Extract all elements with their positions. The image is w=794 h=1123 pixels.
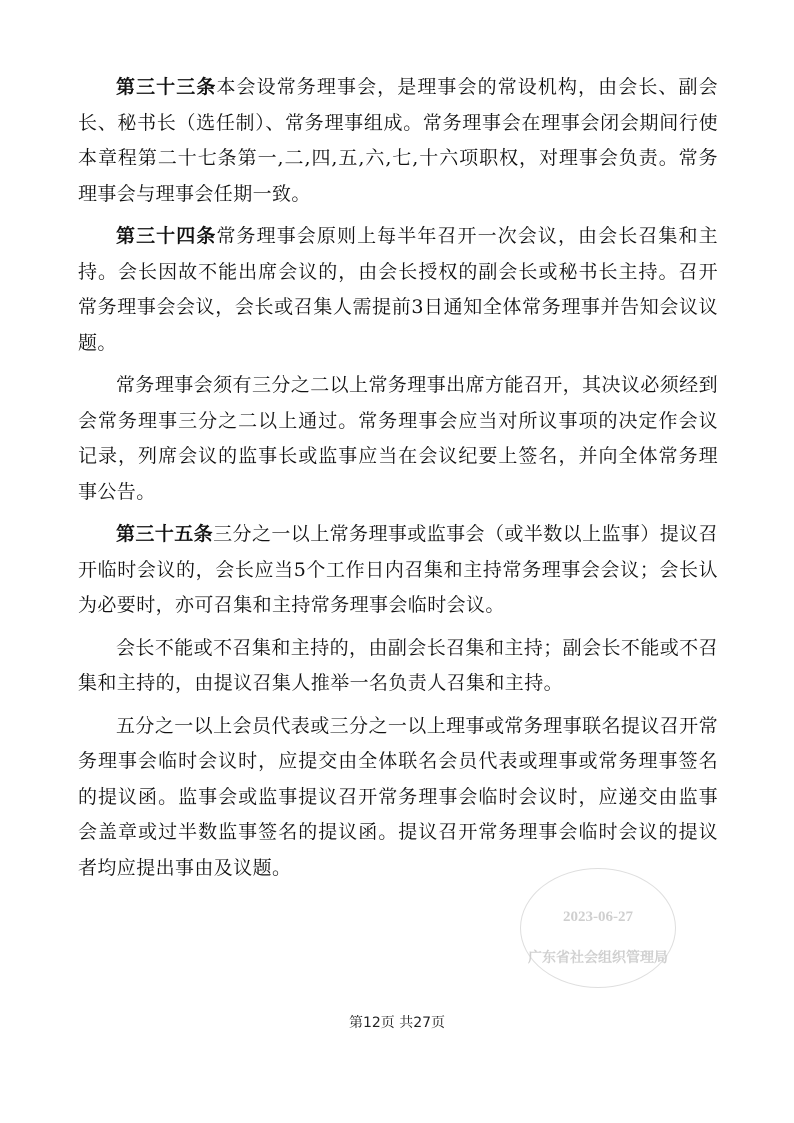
article-35-paragraph-3: 五分之一以上会员代表或三分之一以上理事或常务理事联名提议召开常务理事会临时会议时，应提交由全体联名会员代表或理事或常务理事签名的提议函。监事会或监事提议召开常务理事会临时会议时，应递交由监事会盖章或过半数监事签名的提议函。提议召开常务理事会临时会议的提议者均应提出事由及议题。 (78, 714, 718, 879)
article-heading: 第三十四条 (116, 225, 217, 247)
article-33 (78, 70, 718, 212)
article-text: 本会设常务理事会，是理事会的常设机构，由会长、副会长、秘书长（选任制）、常务理事组成。常务理事会在理事会闭会期间行使本章程第二十七条第一,二,四,五,六,七,十六项职权，对理事会负责。常务理事会与理事会任期一致。 (78, 76, 718, 205)
article-heading: 第三十三条 (116, 76, 217, 98)
article-34-paragraph-2: 常务理事会须有三分之二以上常务理事出席方能召开，其决议必须经到会常务理事三分之二以上通过。常务理事会应当对所议事项的决定作会议记录，列席会议的监事长或监事应当在会议纪要上签名，并向全体常务理事公告。 (78, 374, 718, 503)
stamp-organization: 广东省社会组织管理局 (528, 951, 668, 966)
article-text: 三分之一以上常务理事或监事会（或半数以上监事）提议召开临时会议的，会长应当5个工作日内召集和主持常务理事会会议；会长认为必要时，亦可召集和主持常务理事会临时会议。 (78, 523, 718, 616)
article-text: 常务理事会原则上每半年召开一次会议，由会长召集和主持。会长因故不能出席会议的，由会长授权的副会长或秘书长主持。召开常务理事会会议，会长或召集人需提前3日通知全体常务理事并告知会议议题。 (78, 225, 718, 354)
stamp-date: 2023-06-27 (563, 909, 633, 925)
page-number: 第12页 共27页 (348, 1015, 446, 1031)
article-34 (78, 219, 718, 361)
official-seal-stamp (520, 868, 676, 988)
article-35 (78, 517, 718, 624)
article-heading: 第三十五条 (116, 523, 214, 545)
article-35-paragraph-2: 会长不能或不召集和主持的，由副会长召集和主持；副会长不能或不召集和主持的，由提议召集人推举一名负责人召集和主持。 (78, 636, 718, 694)
document-body (78, 70, 718, 893)
